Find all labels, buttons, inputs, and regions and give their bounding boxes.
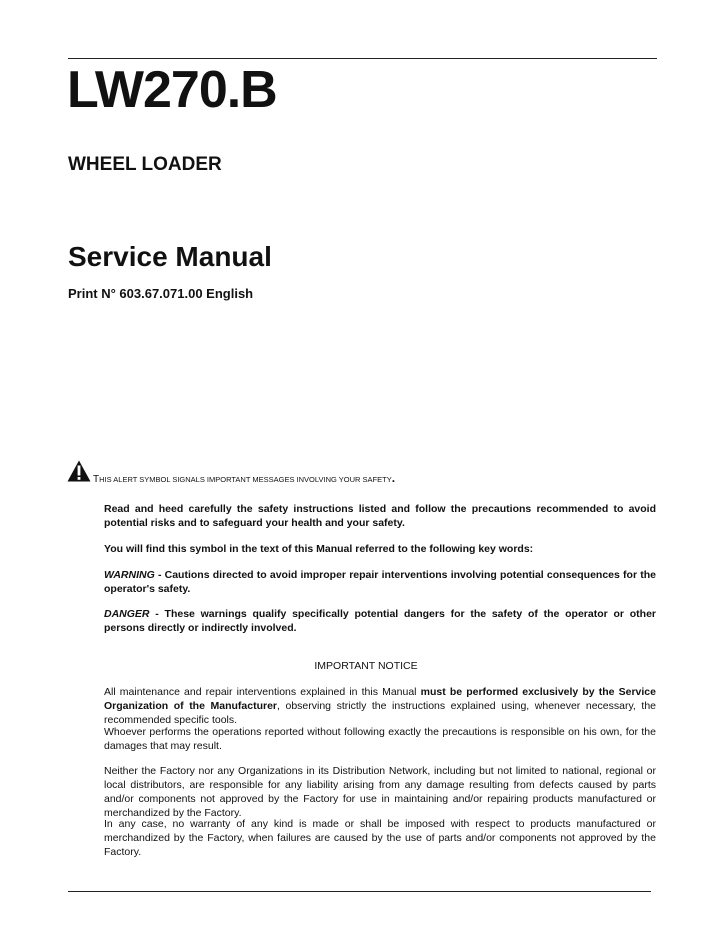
notice-p1-bold: must be performed exclusively by the Service Organization of the Manufacturer <box>104 686 656 712</box>
notice-paragraph-4: In any case, no warranty of any kind is made or shall be imposed with respect to products manufactured or merchandized by the Factory, when failures are caused by the use of parts and/or components not approved by the Factory. <box>104 818 656 858</box>
top-rule <box>68 58 657 59</box>
important-notice-heading: IMPORTANT NOTICE <box>314 660 418 672</box>
danger-text: - These warnings qualify specifically potential dangers for the safety of the operator or other persons directly or indirectly involved. <box>104 608 656 634</box>
notice-paragraph-2: Whoever performs the operations reported without following exactly the precautions is responsible on his own, for the damages that may result. <box>104 726 656 752</box>
danger-keyword: DANGER <box>104 608 150 620</box>
print-number: Print N° 603.67.071.00 English <box>68 286 254 301</box>
safety-paragraph: Read and heed carefully the safety instructions listed and follow the precautions recommended to avoid potential risks and to safeguard your health and your safety. <box>104 503 656 529</box>
notice-paragraph-1 <box>104 685 656 727</box>
bottom-rule <box>68 891 651 892</box>
model-title: LW270.B <box>67 61 277 119</box>
notice-p1-end: , observing strictly the instructions explained using, whenever necessary, the recommended specific tools. <box>104 700 656 726</box>
warning-triangle-icon <box>67 460 91 482</box>
warning-text: - Cautions directed to avoid improper repair interventions involving potential consequences for the operator's safety. <box>104 569 656 595</box>
danger-definition <box>104 607 656 635</box>
alert-symbol-caption <box>93 471 395 485</box>
keywords-intro: You will find this symbol in the text of this Manual referred to the following key words: <box>104 543 534 555</box>
warning-keyword: WARNING <box>104 569 155 581</box>
product-subtitle: WHEEL LOADER <box>68 154 222 175</box>
alert-caption-period: . <box>391 471 396 485</box>
alert-first-letter: T <box>93 474 100 485</box>
warning-definition <box>104 568 656 596</box>
alert-caption-text: HIS ALERT SYMBOL SIGNALS IMPORTANT MESSAGES INVOLVING YOUR SAFETY <box>99 475 392 484</box>
notice-p1-start: All maintenance and repair interventions explained in this Manual <box>104 686 421 698</box>
document-title: Service Manual <box>68 241 272 272</box>
notice-paragraph-3: Neither the Factory nor any Organizations in its Distribution Network, including but not limited to national, regional or local distributors, are responsible for any liability arising from any damage resulting from defects caused by parts and/or components not approved by the Factory for use in maintaining and/or repairing products manufactured or merchandized by the Factory. <box>104 765 656 819</box>
